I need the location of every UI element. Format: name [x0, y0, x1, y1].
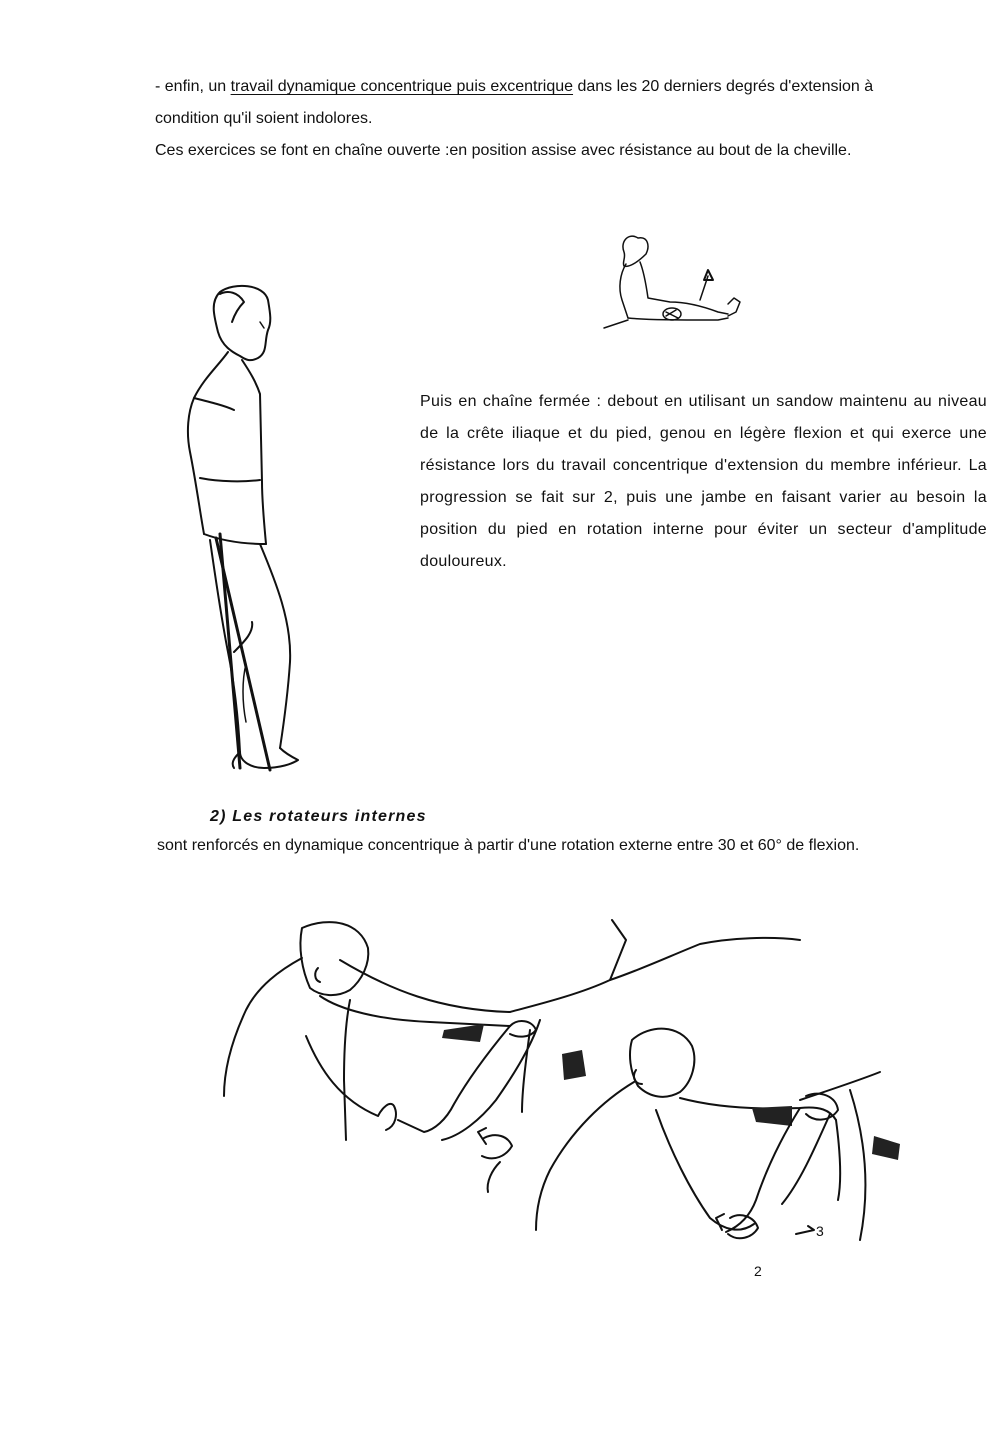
paragraph-open-chain-line-1	[155, 71, 873, 103]
seated-exercise-illustration	[600, 228, 750, 332]
arrow-label-3: 3	[816, 1223, 824, 1239]
internal-rotators-illustration	[210, 900, 910, 1300]
section-body: sont renforcés en dynamique concentrique à partir d'une rotation externe entre 30 et 60° de flexion.	[157, 837, 860, 854]
paragraph-closed-chain: Puis en chaîne fermée : debout en utilisant un sandow maintenu au niveau de la crête iliaque et du pied, genou en légère flexion et qui exerce une résistance lors du travail concentrique d'extension du membre inférieur. La progression se fait sur 2, puis une jambe en faisant varier au besoin la position du pied en rotation interne pour éviter un secteur d'amplitude douloureux.	[420, 393, 987, 570]
section-heading: 2) Les rotateurs internes	[210, 808, 427, 825]
standing-sandow-illustration	[180, 282, 310, 772]
paragraph-open-chain-line-2: condition qu'il soient indolores.	[155, 110, 373, 127]
underlined-phrase: travail dynamique concentrique puis excentrique	[230, 78, 574, 95]
arrow-label-2: 2	[754, 1263, 762, 1279]
line1-start: - enfin, un	[155, 78, 231, 95]
paragraph-open-chain-line-3: Ces exercices se font en chaîne ouverte :en position assise avec résistance au bout de la cheville.	[155, 142, 852, 159]
line1-end: dans les 20 derniers degrés d'extension à	[573, 78, 874, 95]
